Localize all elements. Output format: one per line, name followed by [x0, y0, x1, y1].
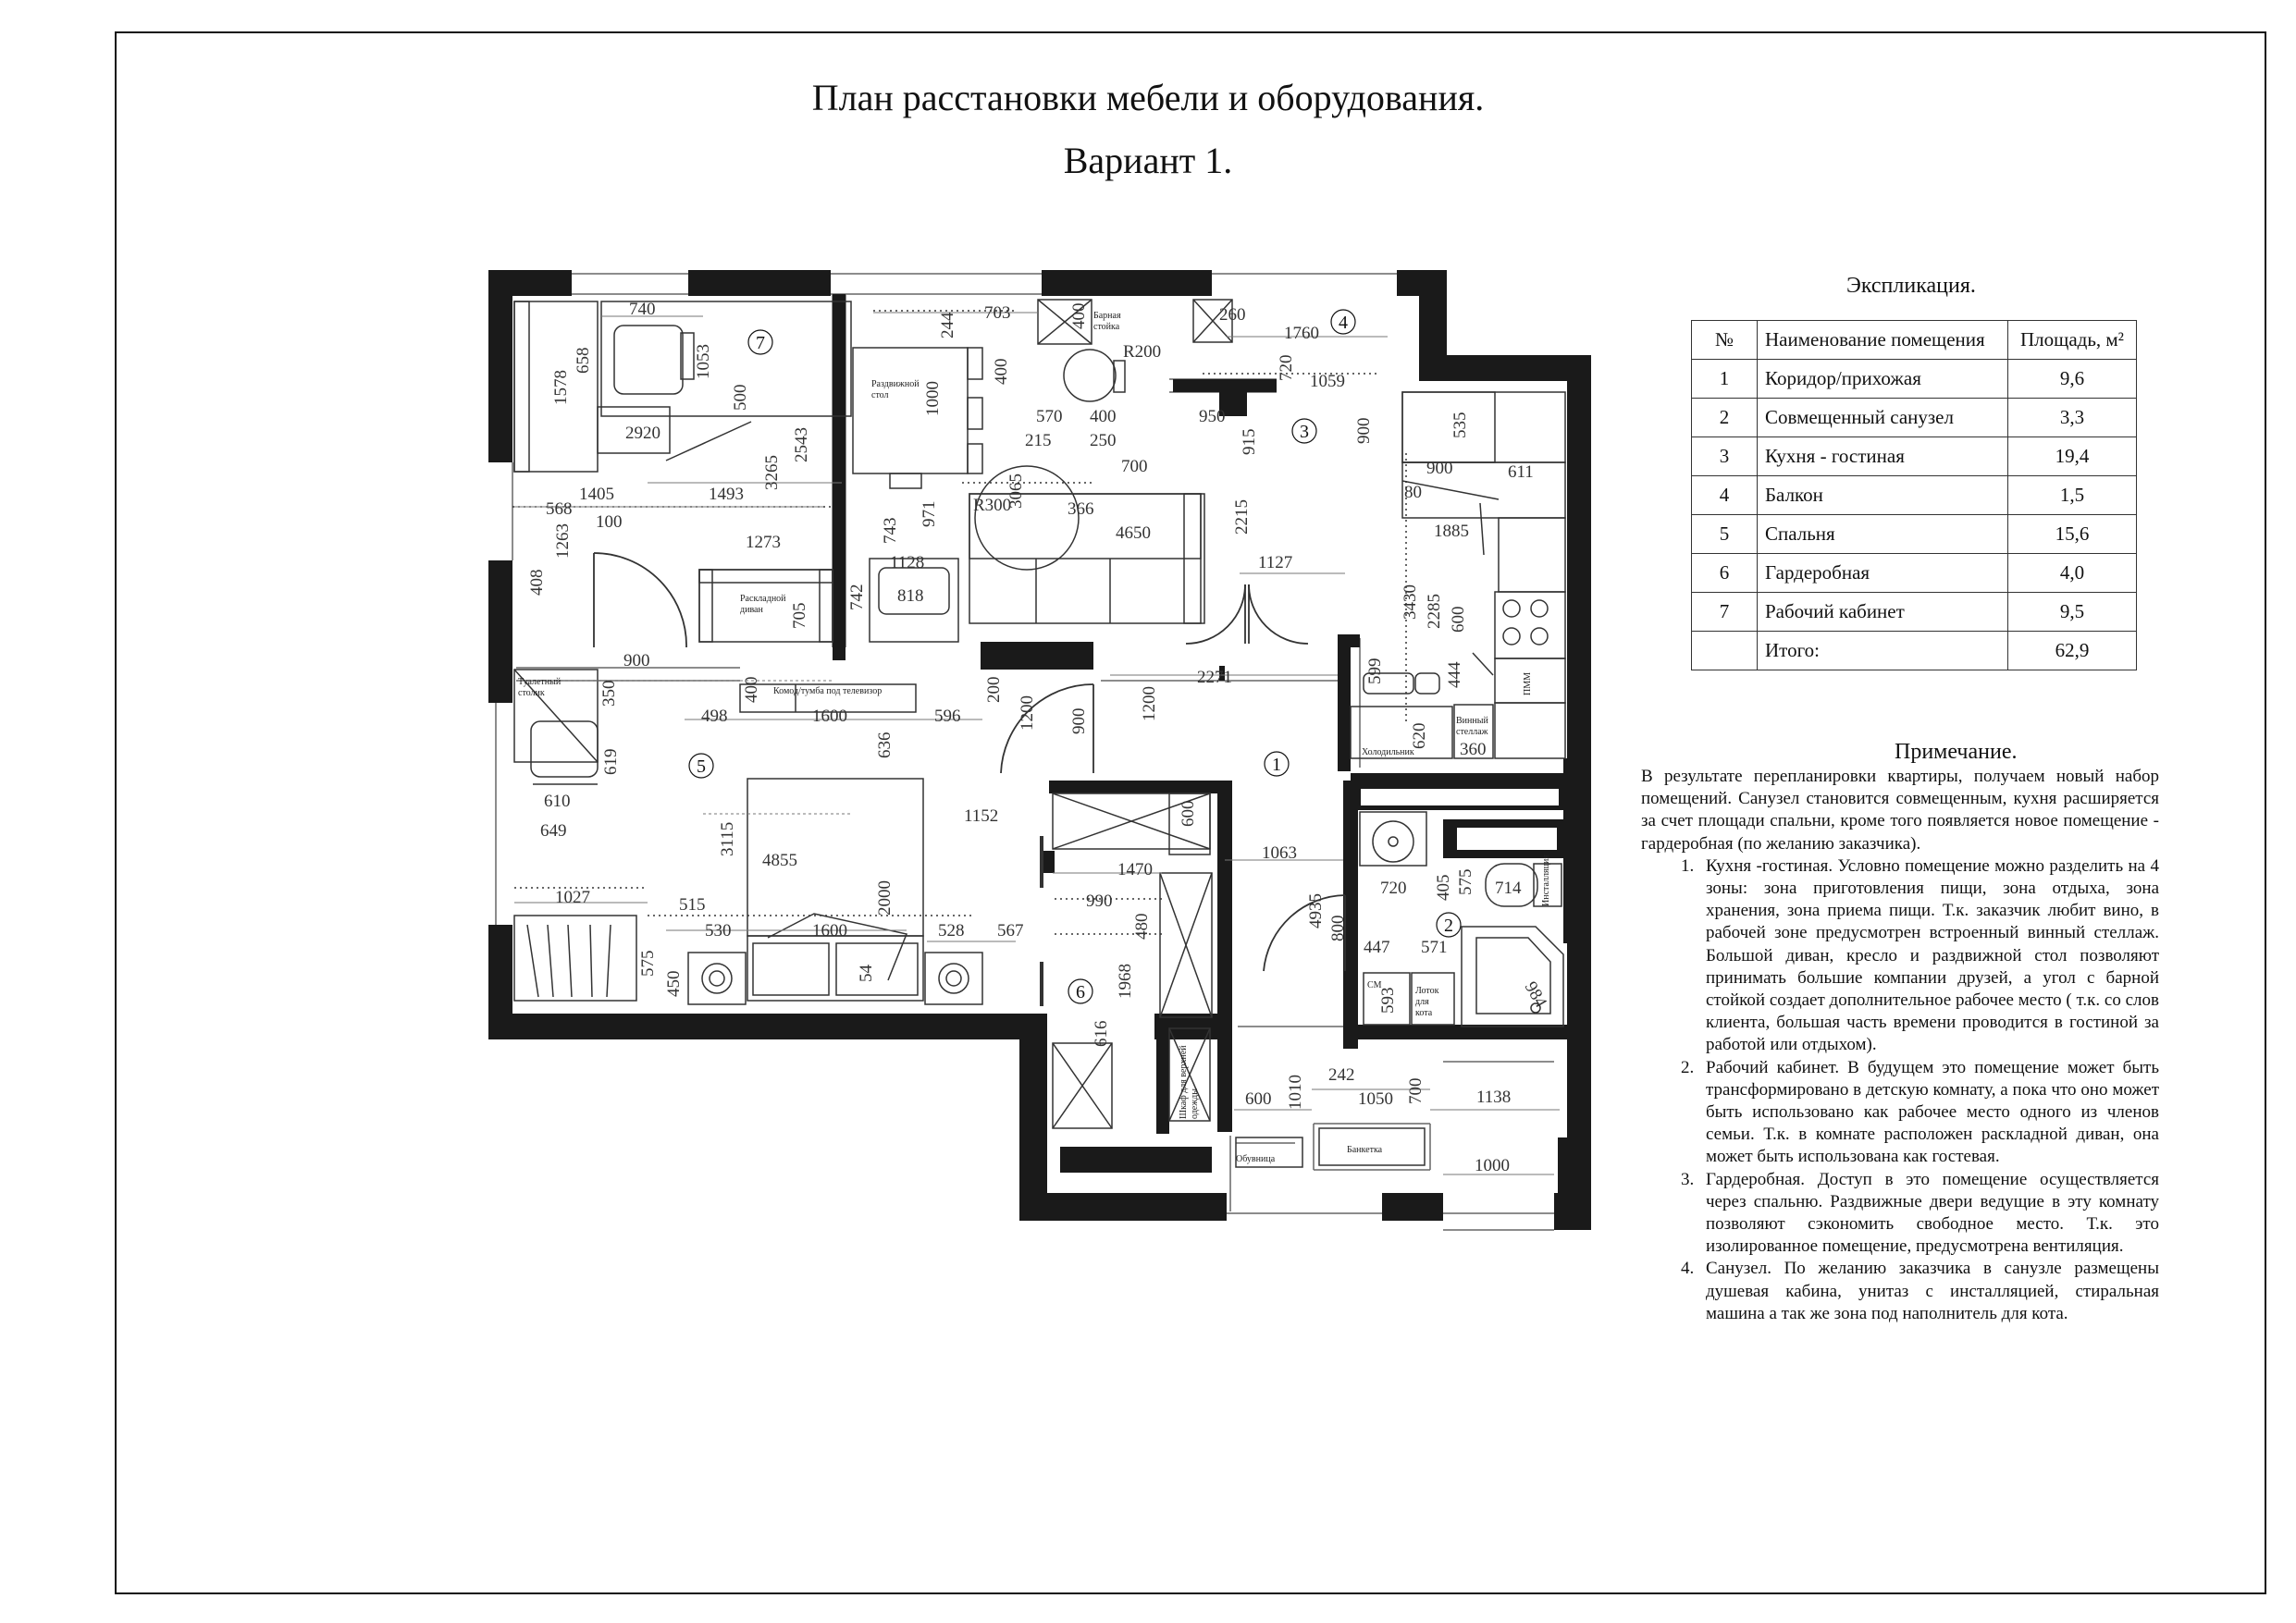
- dim-1273: 1273: [746, 533, 781, 552]
- dim-400-c: 400: [1090, 407, 1117, 426]
- dim-1470: 1470: [1117, 860, 1153, 879]
- room-number-3: 3: [1300, 422, 1309, 442]
- dim-596: 596: [934, 707, 961, 726]
- dim-200: 200: [984, 676, 1004, 703]
- label-pmm: ПММ: [1523, 671, 1533, 695]
- row-number: 5: [1692, 515, 1758, 554]
- row-area: 1,5: [2008, 476, 2137, 515]
- dim-700-b: 700: [1406, 1077, 1426, 1104]
- dim-242: 242: [1328, 1065, 1355, 1085]
- dim-900-a: 900: [1354, 417, 1374, 444]
- row-room-name: Балкон: [1758, 476, 2008, 515]
- table-row-total: [1692, 632, 2137, 670]
- row-number: 2: [1692, 399, 1758, 437]
- room-number-1: 1: [1272, 755, 1281, 775]
- label-komod: Комод/тумба под телевизор: [773, 686, 883, 696]
- table-row: [1692, 360, 2137, 399]
- dim-714: 714: [1495, 879, 1522, 898]
- dim-444: 444: [1445, 661, 1464, 688]
- label-tualetny-2: столик: [518, 688, 545, 698]
- dim-1600-b: 1600: [812, 921, 847, 941]
- dim-990: 990: [1086, 891, 1113, 911]
- dim-3115: 3115: [718, 821, 737, 856]
- dim-400-d: 400: [742, 676, 761, 703]
- dim-3430: 3430: [1401, 584, 1420, 620]
- dim-1010: 1010: [1286, 1075, 1305, 1110]
- dim-950: 950: [1199, 407, 1226, 426]
- dim-2920: 2920: [625, 424, 660, 443]
- dim-599: 599: [1365, 658, 1385, 684]
- dim-720-b: 720: [1380, 879, 1407, 898]
- label-raskl-divan-2: диван: [740, 605, 763, 615]
- label-shkaf-1: Шкаф для верхней: [1179, 1045, 1189, 1119]
- dim-616: 616: [1092, 1020, 1111, 1047]
- label-sm: СМ: [1367, 980, 1382, 990]
- dim-570: 570: [1036, 407, 1063, 426]
- dim-571: 571: [1421, 938, 1448, 957]
- dim-1600-a: 1600: [812, 707, 847, 726]
- notes-title: Примечание.: [1895, 740, 2018, 764]
- table-row: [1692, 437, 2137, 476]
- explication-table: [1691, 320, 2137, 670]
- dim-568: 568: [546, 499, 573, 519]
- dim-1127: 1127: [1258, 553, 1293, 572]
- dim-530: 530: [705, 921, 732, 941]
- dim-600-a: 600: [1449, 606, 1468, 633]
- dim-54: 54: [857, 965, 876, 982]
- label-tualetny-1: Туалетный: [518, 677, 562, 687]
- label-barnaya-2: стойка: [1093, 322, 1120, 332]
- dim-658: 658: [574, 347, 593, 374]
- dim-575-b: 575: [1456, 868, 1475, 895]
- dim-636: 636: [875, 732, 895, 758]
- dim-1263: 1263: [553, 523, 573, 559]
- total-label: Итого:: [1758, 632, 2008, 670]
- room-number-2: 2: [1444, 916, 1453, 936]
- dim-1050: 1050: [1358, 1089, 1393, 1109]
- dim-2543: 2543: [792, 427, 811, 462]
- row-area: 19,4: [2008, 437, 2137, 476]
- dim-1152: 1152: [964, 806, 999, 826]
- note-item: 3. Гардеробная. Доступ в это помещение осуществляется через спальню. Раздвижные двери ведущие в эту комнату позволяют сэкономить свободное место. Т.к. это изолированное помещение, предусмотрена вентиляция.: [1698, 1169, 2159, 1259]
- dim-720: 720: [1277, 354, 1296, 381]
- dim-567: 567: [997, 921, 1024, 941]
- table-row: [1692, 515, 2137, 554]
- row-room-name: Кухня - гостиная: [1758, 437, 2008, 476]
- dim-498: 498: [701, 707, 728, 726]
- dim-4855: 4855: [762, 851, 797, 870]
- table-row: [1692, 554, 2137, 593]
- dim-610: 610: [544, 792, 571, 811]
- dim-3065: 3065: [1006, 473, 1026, 509]
- dim-818: 818: [897, 586, 924, 606]
- dim-80: 80: [1404, 483, 1422, 502]
- dim-1000-b: 1000: [1475, 1156, 1510, 1175]
- room-number-7: 7: [756, 333, 765, 353]
- dim-1968: 1968: [1116, 964, 1135, 999]
- dim-800: 800: [1328, 915, 1348, 941]
- dim-400-b: 400: [1069, 302, 1089, 329]
- dim-4650: 4650: [1116, 523, 1151, 543]
- row-room-name: Спальня: [1758, 515, 2008, 554]
- row-number: 3: [1692, 437, 1758, 476]
- room-number-6: 6: [1076, 982, 1085, 1002]
- row-number: 7: [1692, 593, 1758, 632]
- dim-743: 743: [881, 517, 900, 544]
- dim-600-b: 600: [1179, 800, 1198, 827]
- dim-1885: 1885: [1434, 522, 1469, 541]
- dim-480: 480: [1132, 913, 1152, 940]
- row-area: 9,6: [2008, 360, 2137, 399]
- dim-405: 405: [1434, 874, 1453, 901]
- dim-900-d: 900: [1069, 707, 1089, 734]
- dim-900-b: 900: [1426, 459, 1453, 478]
- dim-1200-b: 1200: [1140, 686, 1159, 721]
- dim-350: 350: [599, 680, 619, 707]
- row-number: 6: [1692, 554, 1758, 593]
- label-barnaya-1: Барная: [1093, 311, 1121, 321]
- dim-3265: 3265: [762, 455, 782, 490]
- label-razdv-stol-2: стол: [871, 390, 889, 400]
- dim-244: 244: [938, 312, 957, 338]
- dim-593: 593: [1378, 987, 1398, 1014]
- dim-611: 611: [1508, 462, 1534, 482]
- notes-intro: В результате перепланировки квартиры, получаем новый набор помещений. Санузел становится совмещенным, кухня расширяется за счет площади спальни, кроме того появляется новое помещение - гардеробная (по желанию заказчика).: [1641, 767, 2159, 854]
- row-area: 3,3: [2008, 399, 2137, 437]
- dim-740: 740: [629, 300, 656, 319]
- label-vinny-2: стеллаж: [1456, 727, 1488, 737]
- row-number: [1692, 632, 1758, 670]
- dim-360: 360: [1460, 740, 1487, 759]
- dim-260: 260: [1219, 305, 1246, 325]
- label-razdv-stol-1: Раздвижной: [871, 379, 920, 389]
- table-row: [1692, 476, 2137, 515]
- dim-400-a: 400: [992, 358, 1011, 385]
- dim-900-c: 900: [623, 651, 650, 670]
- label-raskl-divan-1: Раскладной: [740, 594, 786, 604]
- dim-1493: 1493: [709, 485, 744, 504]
- row-number: 4: [1692, 476, 1758, 515]
- row-room-name: Совмещенный санузел: [1758, 399, 2008, 437]
- header-number: №: [1692, 321, 1758, 360]
- dim-366: 366: [1068, 499, 1094, 519]
- dim-700: 700: [1121, 457, 1148, 476]
- dim-250: 250: [1090, 431, 1117, 450]
- explication-title: Экспликация.: [1846, 274, 1976, 298]
- dim-1053: 1053: [694, 344, 713, 379]
- dim-971: 971: [920, 500, 939, 527]
- note-item: 1. Кухня -гостиная. Условно помещение можно разделить на 4 зоны: зона приготовления пищи, зона отдыха, зона хранения, зона приема пищи. Т.к. заказчик любит вино, в рабочей зоне предусмотрен встроенный винный стеллаж. Большой диван, кресло и раздвижной стол позволяют принимать большие компании друзей, а угол с барной стойкой создает дополнительное рабочее место ( т.к. со слов клиента, большая часть времени проводится в гостиной за работой или отдыхом).: [1698, 855, 2159, 1057]
- label-lotok-3: кота: [1415, 1008, 1433, 1018]
- label-obuvnica: Обувница: [1236, 1154, 1276, 1164]
- row-area: 9,5: [2008, 593, 2137, 632]
- dim-1059: 1059: [1310, 372, 1345, 391]
- dim-2285: 2285: [1425, 594, 1444, 629]
- dim-450: 450: [664, 970, 684, 997]
- note-item: 2. Рабочий кабинет. В будущем это помещение может быть трансформировано в детскую комнату, а пока что оно может быть использовано как рабочее место одного из членов семьи. Т.к. в комнате расположен раскладной диван, она может быть использована как гостевая.: [1698, 1057, 2159, 1169]
- dim-703: 703: [984, 303, 1011, 323]
- dim-215: 215: [1025, 431, 1052, 450]
- dim-742: 742: [847, 584, 867, 610]
- row-area: 15,6: [2008, 515, 2137, 554]
- dim-2215: 2215: [1232, 499, 1252, 535]
- dim-1128: 1128: [890, 553, 925, 572]
- label-lotok-1: Лоток: [1415, 986, 1439, 996]
- table-row: [1692, 593, 2137, 632]
- dim-2000: 2000: [875, 880, 895, 916]
- dim-1578: 1578: [551, 370, 571, 405]
- label-instal: Инсталляция: [1541, 855, 1551, 906]
- dim-447: 447: [1364, 938, 1390, 957]
- page-title: План расстановки мебели и оборудования.: [811, 77, 1485, 118]
- dim-1760: 1760: [1284, 324, 1319, 343]
- room-number-5: 5: [697, 756, 706, 777]
- dim-500: 500: [731, 384, 750, 411]
- row-number: 1: [1692, 360, 1758, 399]
- dim-1000: 1000: [923, 381, 943, 416]
- total-area: 62,9: [2008, 632, 2137, 670]
- dim-600-c: 600: [1245, 1089, 1272, 1109]
- dim-2271: 2271: [1197, 668, 1232, 687]
- dim-915: 915: [1240, 428, 1259, 455]
- label-banketka: Банкетка: [1347, 1145, 1383, 1155]
- dim-408: 408: [527, 569, 547, 596]
- dim-1200-a: 1200: [1018, 695, 1037, 731]
- dim-4935: 4935: [1306, 893, 1326, 928]
- dim-100: 100: [596, 512, 623, 532]
- dim-984: 984: [1520, 978, 1551, 1012]
- label-lotok-2: для: [1415, 997, 1429, 1007]
- row-room-name: Рабочий кабинет: [1758, 593, 2008, 632]
- dim-575: 575: [638, 950, 658, 977]
- table-row: [1692, 399, 2137, 437]
- notes-list: [1641, 855, 2159, 1325]
- dim-1405: 1405: [579, 485, 614, 504]
- header-area: Площадь, м²: [2008, 321, 2137, 360]
- label-vinny-1: Винный: [1456, 716, 1488, 726]
- note-item: 4. Санузел. По желанию заказчика в санузле размещены душевая кабина, унитаз с инсталляцией, стиральная машина а так же зона под наполнитель для кота.: [1698, 1258, 2159, 1325]
- dim-705: 705: [790, 602, 809, 629]
- label-holodilnik: Холодильник: [1362, 747, 1414, 757]
- notes-body: [1641, 766, 2159, 1325]
- label-shkaf-2: одежды: [1190, 1088, 1200, 1119]
- page-subtitle: Вариант 1.: [1063, 140, 1233, 181]
- dim-515: 515: [679, 895, 706, 915]
- dim-1063: 1063: [1262, 843, 1297, 863]
- dim-535: 535: [1450, 412, 1470, 438]
- row-area: 4,0: [2008, 554, 2137, 593]
- dim-1027: 1027: [555, 888, 590, 907]
- row-room-name: Гардеробная: [1758, 554, 2008, 593]
- dim-619: 619: [601, 748, 621, 775]
- dim-R200: R200: [1123, 342, 1162, 362]
- room-number-4: 4: [1339, 313, 1348, 333]
- dim-1138: 1138: [1476, 1088, 1512, 1107]
- dim-620: 620: [1410, 722, 1429, 749]
- row-room-name: Коридор/прихожая: [1758, 360, 2008, 399]
- dim-649: 649: [540, 821, 567, 841]
- dim-528: 528: [938, 921, 965, 941]
- dim-R300: R300: [973, 496, 1012, 515]
- explication-header: [1692, 321, 2137, 360]
- header-room-name: Наименование помещения: [1758, 321, 2008, 360]
